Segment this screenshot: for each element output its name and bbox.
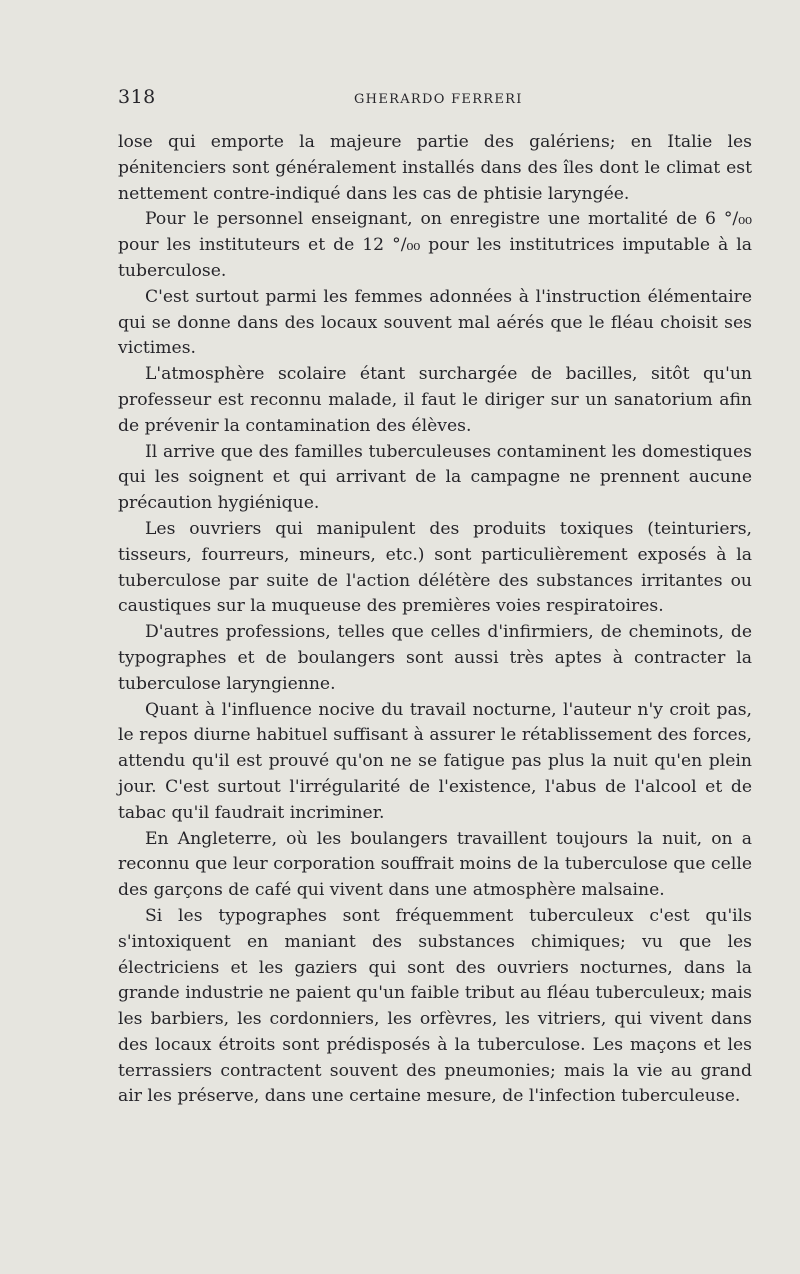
running-title: GHERARDO FERRERI [354,92,523,107]
paragraph-night-work: Quant à l'influence nocive du travail nocturne, l'auteur n'y croit pas, le repos diurne habituel suffisant à assurer le rétablissement des forces, attendu qu'il est prouvé qu'on ne se fatigue pas plus la nuit qu'en plein jour. C'est surtout l'irrégularité de l'existence, l'abus de l'alcool et de tabac qu'il faudrait incriminer. [118,699,752,823]
paragraph-other-professions: D'autres professions, telles que celles d'infirmiers, de cheminots, de typographes et de boulangers sont aussi très aptes à contracter la tuberculose laryngienne. [118,622,752,694]
page-number: 318 [118,86,156,108]
paragraph-teachers-mortality: Pour le personnel enseignant, on enregistre une mortalité de 6 °/₀₀ pour les instituteurs et de 12 °/₀₀ pour les institutrices imputable à la tuberculose. [118,209,752,281]
paragraph-toxic-workers: Les ouvriers qui manipulent des produits toxiques (teinturiers, tisseurs, fourreurs, mineurs, etc.) sont particulièrement exposés à la tuberculose par suite de l'action délétère des substances irritantes ou caustiques sur la muqueuse des premières voies respiratoires. [118,518,752,617]
paragraph-typographers: Si les typographes sont fréquemment tuberculeux c'est qu'ils s'intoxiquent en maniant des substances chimiques; vu que les électriciens et les gaziers qui sont des ouvriers nocturnes, dans la grande industrie ne paient qu'un faible tribut au fléau tuberculeux; mais les barbiers, les cordonniers, les orfèvres, les vitriers, qui vivent dans des locaux étroits sont prédisposés à la tuberculose. Les maçons et les terrassiers contractent souvent des pneumonies; mais la vie au grand air les préserve, dans une certaine mesure, de l'infection tuberculeuse. [118,905,752,1107]
page-header [118,86,746,116]
paragraph-england-bakers: En Angleterre, où les boulangers travaillent toujours la nuit, on a reconnu que leur corporation souffrait moins de la tuberculose que celle des garçons de café qui vivent dans une atmosphère malsaine. [118,828,752,901]
paragraph-continuation: lose qui emporte la majeure partie des galériens; en Italie les pénitenciers sont généralement installés dans des îles dont le climat est nettement contre-indiqué dans les cas de phtisie laryngée. [118,132,752,204]
paragraph-women-teachers: C'est surtout parmi les femmes adonnées à l'instruction élémentaire qui se donne dans des locaux souvent mal aérés que le fléau choisit ses victimes. [118,286,752,359]
paragraph-school-atmosphere: L'atmosphère scolaire étant surchargée de bacilles, sitôt qu'un professeur est reconnu malade, il faut le diriger sur un sanatorium afin de prévenir la contamination des élèves. [118,364,752,436]
paragraph-domestics: Il arrive que des familles tuberculeuses contaminent les domestiques qui les soignent et qui arrivant de la campagne ne prennent aucune précaution hygiénique. [118,441,752,514]
body-text [118,130,752,1110]
